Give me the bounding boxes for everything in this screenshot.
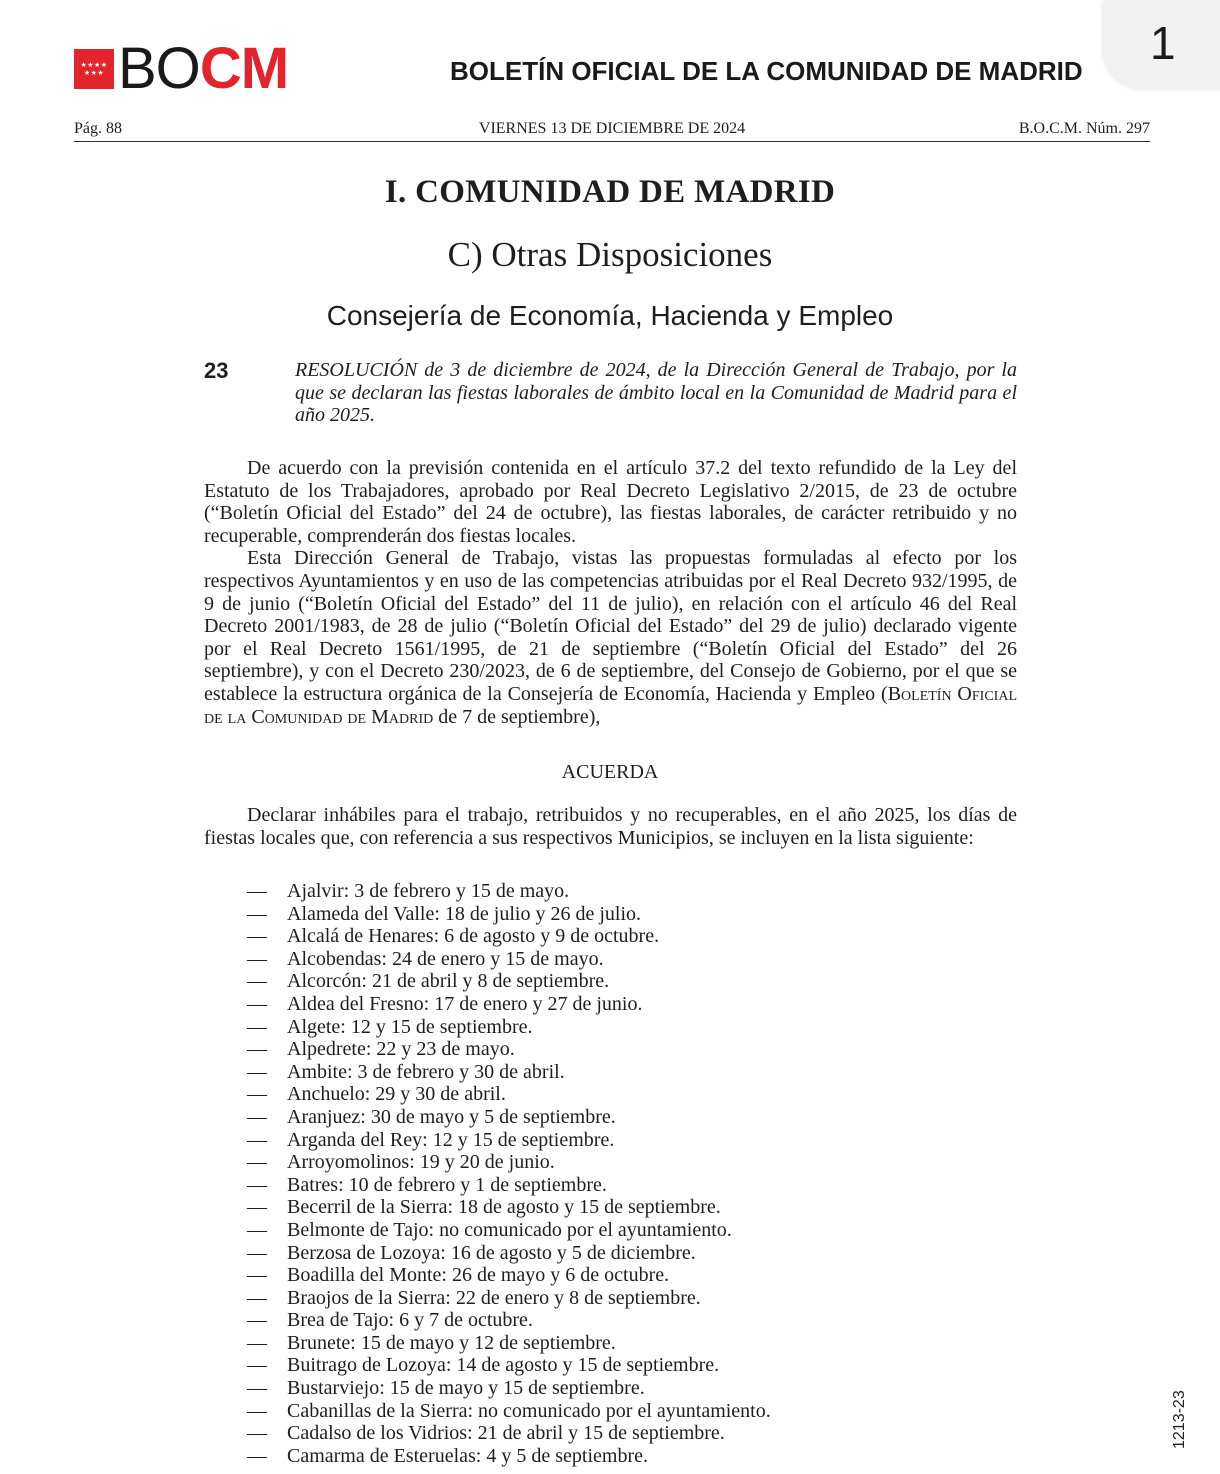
list-item: — Anchuelo: 29 y 30 de abril. — [247, 1083, 1017, 1106]
list-item: — Alcorcón: 21 de abril y 8 de septiembre. — [247, 970, 1017, 993]
list-item: — Buitrago de Lozoya: 14 de agosto y 15 de septiembre. — [247, 1354, 1017, 1377]
list-item: — Aldea del Fresno: 17 de enero y 27 de junio. — [247, 993, 1017, 1016]
running-issue: B.O.C.M. Núm. 297 — [1018, 120, 1150, 137]
list-item: — Brunete: 15 de mayo y 12 de septiembre. — [247, 1332, 1017, 1355]
list-item: — Ambite: 3 de febrero y 30 de abril. — [247, 1061, 1017, 1084]
list-item: — Brea de Tajo: 6 y 7 de octubre. — [247, 1309, 1017, 1332]
list-item: — Bustarviejo: 15 de mayo y 15 de septiembre. — [247, 1377, 1017, 1400]
municipality-list — [247, 880, 1017, 1467]
logo-text-cm: CM — [199, 36, 289, 101]
list-item: — Arroyomolinos: 19 y 20 de junio. — [247, 1151, 1017, 1174]
madrid-flag-icon: ★★★★ ★★★ — [74, 49, 114, 89]
list-item: — Alcalá de Henares: 6 de agosto y 9 de octubre. — [247, 925, 1017, 948]
masthead-title: BOLETÍN OFICIAL DE LA COMUNIDAD DE MADRID — [450, 56, 1083, 86]
preamble — [204, 457, 1017, 728]
list-item: — Belmonte de Tajo: no comunicado por el ayuntamiento. — [247, 1219, 1017, 1242]
running-page: Pág. 88 — [74, 120, 122, 137]
bocm-logo — [74, 36, 289, 101]
list-item: — Braojos de la Sierra: 22 de enero y 8 de septiembre. — [247, 1287, 1017, 1310]
paragraph-2-text: Esta Dirección General de Trabajo, vistas las propuestas formuladas al efecto por los respectivos Ayuntamientos y en uso de las competencias atribuidas por el Real Decreto 932/1995, de 9 de junio (“Boletín Oficial del Estado” del 11 de julio), en relación con el artículo 46 del Real Decreto 2001/1983, de 28 de julio (“Boletín Oficial del Estado” del 29 de julio) declarado vigente por el Real Decreto 1561/1995, de 21 de septiembre (“Boletín Oficial del Estado” del 26 septiembre), y con el Decreto 230/2023, de 6 de septiembre, del Consejo de Gobierno, por el que se establece la estructura orgánica de la Consejería de Economía, Hacienda y Empleo ( — [204, 547, 1017, 705]
page-number-tab — [1104, 0, 1220, 88]
paragraph-3: Declarar inhábiles para el trabajo, retribuidos y no recuperables, en el año 2025, los días de fiestas locales que, con referencia a sus respectivos Municipios, se incluyen en la lista siguiente: — [204, 804, 1017, 849]
section-heading: I. COMUNIDAD DE MADRID — [384, 174, 836, 210]
list-item: — Alameda del Valle: 18 de julio y 26 de julio. — [247, 903, 1017, 926]
list-item: — Alpedrete: 22 y 23 de mayo. — [247, 1038, 1017, 1061]
list-item: — Cadalso de los Vidrios: 21 de abril y 15 de septiembre. — [247, 1422, 1017, 1445]
list-item: — Aranjuez: 30 de mayo y 5 de septiembre. — [247, 1106, 1017, 1129]
list-item: — Algete: 12 y 15 de septiembre. — [247, 1016, 1017, 1039]
running-date: VIERNES 13 DE DICIEMBRE DE 2024 — [478, 120, 746, 137]
paragraph-1: De acuerdo con la previsión contenida en el artículo 37.2 del texto refundido de la Ley del Estatuto de los Trabajadores, aprobado por Real Decreto Legislativo 2/2015, de 23 de octubre (“Boletín Oficial del Estado” del 24 de octubre), las fiestas laborales, de carácter retribuido y no recuperable, comprenderán dos fiestas locales. — [204, 457, 1017, 547]
list-item: — Camarma de Esteruelas: 4 y 5 de septiembre. — [247, 1445, 1017, 1468]
page-number: 1 — [1150, 17, 1176, 69]
bocm-reference: Boletín Oficial de la Comunidad de Madrid — [204, 682, 1017, 728]
list-item: — Boadilla del Monte: 26 de mayo y 6 de octubre. — [247, 1264, 1017, 1287]
logo-text-bo: BO — [118, 36, 200, 101]
resolution-title: RESOLUCIÓN de 3 de diciembre de 2024, de la Dirección General de Trabajo, por la que se declaran las fiestas laborales de ámbito local en la Comunidad de Madrid para el año 2025. — [295, 359, 1017, 426]
resolution-number: 23 — [204, 358, 229, 383]
acuerda-heading: ACUERDA — [561, 761, 659, 783]
list-item: — Alcobendas: 24 de enero y 15 de mayo. — [247, 948, 1017, 971]
list-item: — Batres: 10 de febrero y 1 de septiembre. — [247, 1174, 1017, 1197]
department-heading: Consejería de Economía, Hacienda y Empleo — [326, 300, 894, 331]
document-code: 1213-23 — [1171, 1390, 1188, 1449]
list-item: — Ajalvir: 3 de febrero y 15 de mayo. — [247, 880, 1017, 903]
paragraph-2-end: de 7 de septiembre), — [433, 705, 601, 728]
subsection-heading: C) Otras Disposiciones — [447, 235, 773, 274]
agreement-intro — [204, 804, 1017, 849]
list-item: — Cabanillas de la Sierra: no comunicado por el ayuntamiento. — [247, 1400, 1017, 1423]
list-item: — Arganda del Rey: 12 y 15 de septiembre. — [247, 1129, 1017, 1152]
running-head — [74, 119, 1150, 142]
logo-text — [118, 36, 289, 101]
paragraph-2 — [204, 547, 1017, 728]
list-item: — Berzosa de Lozoya: 16 de agosto y 5 de diciembre. — [247, 1242, 1017, 1265]
list-item: — Becerril de la Sierra: 18 de agosto y 15 de septiembre. — [247, 1196, 1017, 1219]
